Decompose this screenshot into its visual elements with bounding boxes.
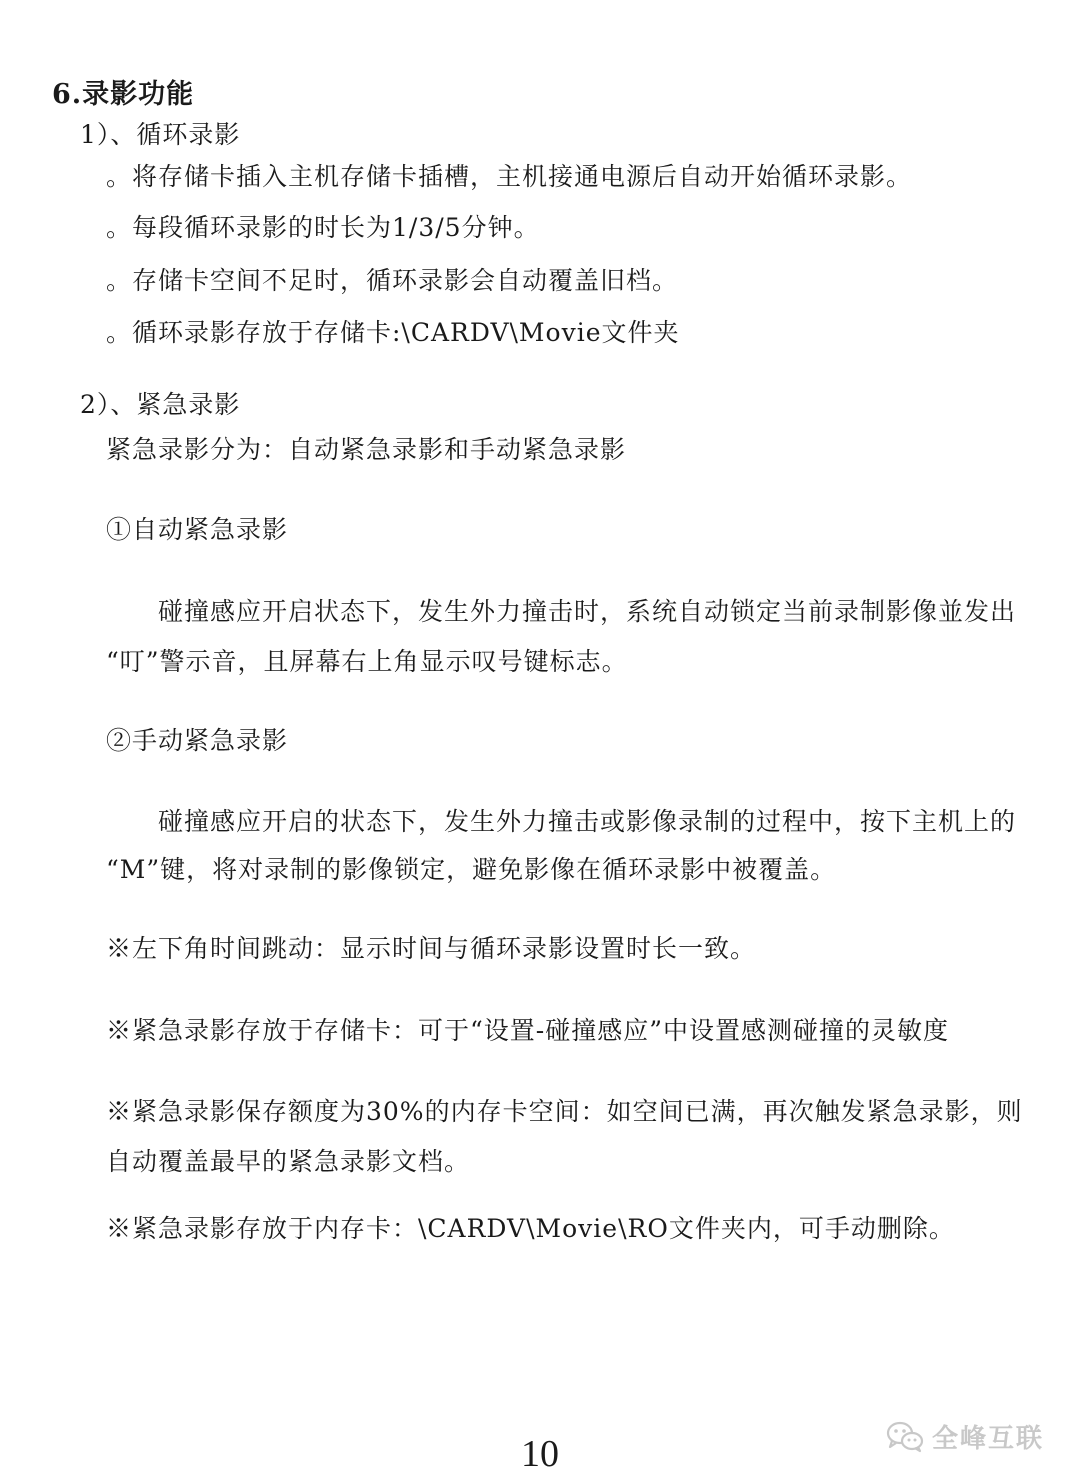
paragraph-line: 碰撞感应开启的状态下，发生外力撞击或影像录制的过程中，按下主机上的 (158, 807, 1017, 836)
subsection-title-loop: 1）、循环录影 (80, 120, 241, 149)
wechat-icon (886, 1421, 924, 1453)
bullet-line: 。循环录影存放于存储卡:\CARDV\Movie文件夹 (106, 318, 680, 347)
bullet-line: 。每段循环录影的时长为1/3/5分钟。 (106, 213, 540, 242)
note-line: ※左下角时间跳动：显示时间与循环录影设置时长一致。 (106, 934, 757, 963)
bullet-line: 。将存储卡插入主机存储卡插槽，主机接通电源后自动开始循环录影。 (106, 162, 913, 191)
watermark-text: 全峰互联 (931, 1424, 1044, 1454)
note-line: 自动覆盖最早的紧急录影文档。 (106, 1147, 471, 1176)
subsection-title-auto: ①自动紧急录影 (106, 515, 289, 544)
paragraph-line: 紧急录影分为：自动紧急录影和手动紧急录影 (106, 435, 627, 464)
page-number: 10 (521, 1433, 559, 1475)
note-line: ※紧急录影存放于存储卡：可于“设置-碰撞感应”中设置感测碰撞的灵敏度 (106, 1016, 950, 1045)
subsection-title-manual: ②手动紧急录影 (106, 726, 289, 755)
section-heading: 6.录影功能 (52, 79, 195, 110)
watermark (886, 1418, 1044, 1455)
paragraph-line: “叮”警示音，且屏幕右上角显示叹号键标志。 (106, 647, 628, 676)
note-line: ※紧急录影存放于内存卡：\CARDV\Movie\RO文件夹内，可手动删除。 (106, 1214, 955, 1243)
note-line: ※紧急录影保存额度为30%的内存卡空间：如空间已满，再次触发紧急录影，则 (106, 1097, 1023, 1126)
subsection-title-emergency: 2）、紧急录影 (80, 390, 241, 419)
paragraph-line: “M”键，将对录制的影像锁定，避免影像在循环录影中被覆盖。 (106, 855, 837, 884)
paragraph-line: 碰撞感应开启状态下，发生外力撞击时，系统自动锁定当前录制影像並发出 (158, 597, 1017, 626)
bullet-line: 。存储卡空间不足时，循环录影会自动覆盖旧档。 (106, 266, 679, 295)
